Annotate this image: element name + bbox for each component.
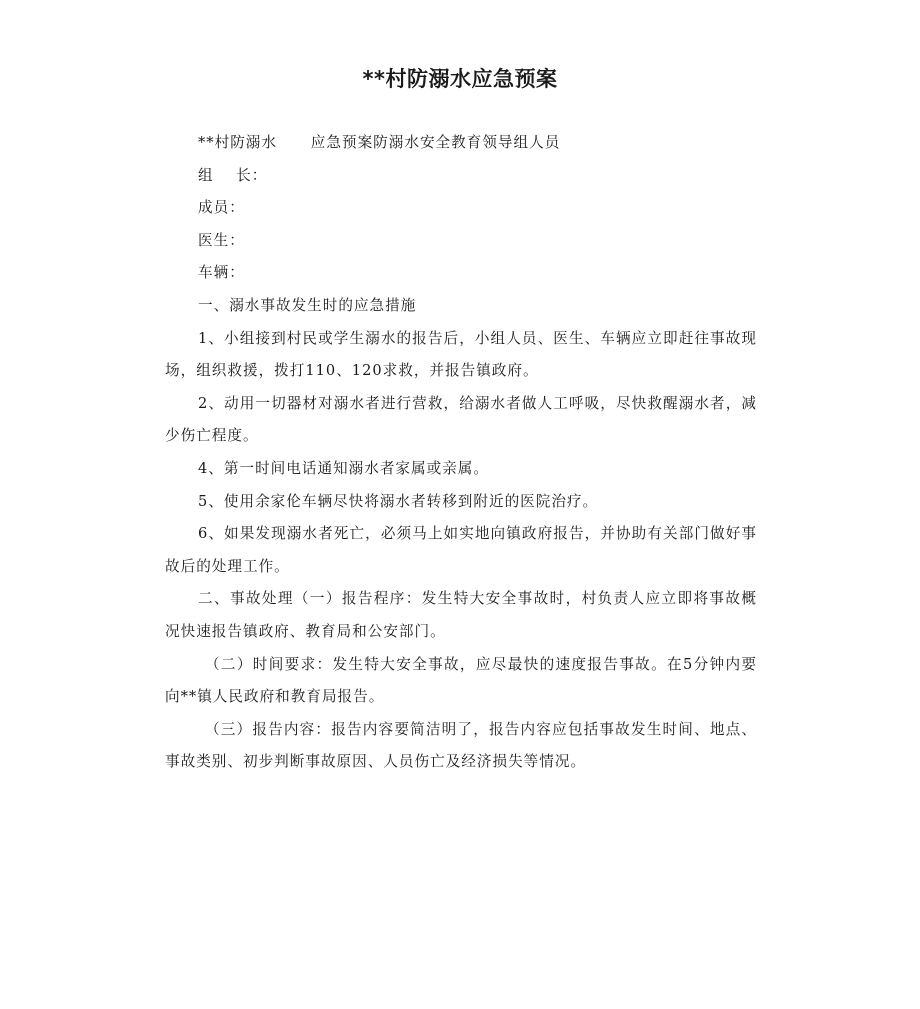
- document-body: [165, 127, 757, 779]
- report-content-paragraph: （三）报告内容：报告内容要简洁明了，报告内容应包括事故发生时间、地点、事故类别、初步判断事故原因、人员伤亡及经济损失等情况。: [165, 720, 757, 771]
- measure-item-4: 4、第一时间电话通知溺水者家属或亲属。: [198, 459, 489, 477]
- team-leader-field: 组 长：: [198, 166, 268, 184]
- members-field: 成员：: [198, 199, 245, 217]
- vehicle-field: 车辆：: [198, 264, 245, 282]
- measure-item-2: 2、动用一切器材对溺水者进行营救，给溺水者做人工呼吸，尽快救醒溺水者，减少伤亡程度。: [165, 394, 757, 445]
- section-accident-handling: 二、事故处理（一）报告程序：发生特大安全事故时，村负责人应立即将事故概况快速报告镇政府、教育局和公安部门。: [165, 590, 757, 640]
- measure-item-6: 6、如果发现溺水者死亡，必须马上如实地向镇政府报告，并协助有关部门做好事故后的处理工作。: [165, 525, 757, 575]
- measure-item-1: 1、小组接到村民或学生溺水的报告后，小组人员、医生、车辆应立即赶往事故现场，组织救援，拨打110、120求救，并报告镇政府。: [165, 329, 757, 380]
- section-heading-emergency-measures: 一、溺水事故发生时的应急措施: [198, 296, 417, 314]
- leadership-group-heading: **村防溺水 应急预案防溺水安全教育领导组人员: [198, 134, 561, 151]
- page-title: **村防溺水应急预案: [362, 67, 558, 91]
- time-requirement-paragraph: （二）时间要求：发生特大安全事故，应尽最快的速度报告事故。在5分钟内要向**镇人民政府和教育局报告。: [165, 655, 757, 706]
- doctor-field: 医生：: [198, 231, 245, 249]
- measure-item-5: 5、使用余家伦车辆尽快将溺水者转移到附近的医院治疗。: [198, 492, 599, 510]
